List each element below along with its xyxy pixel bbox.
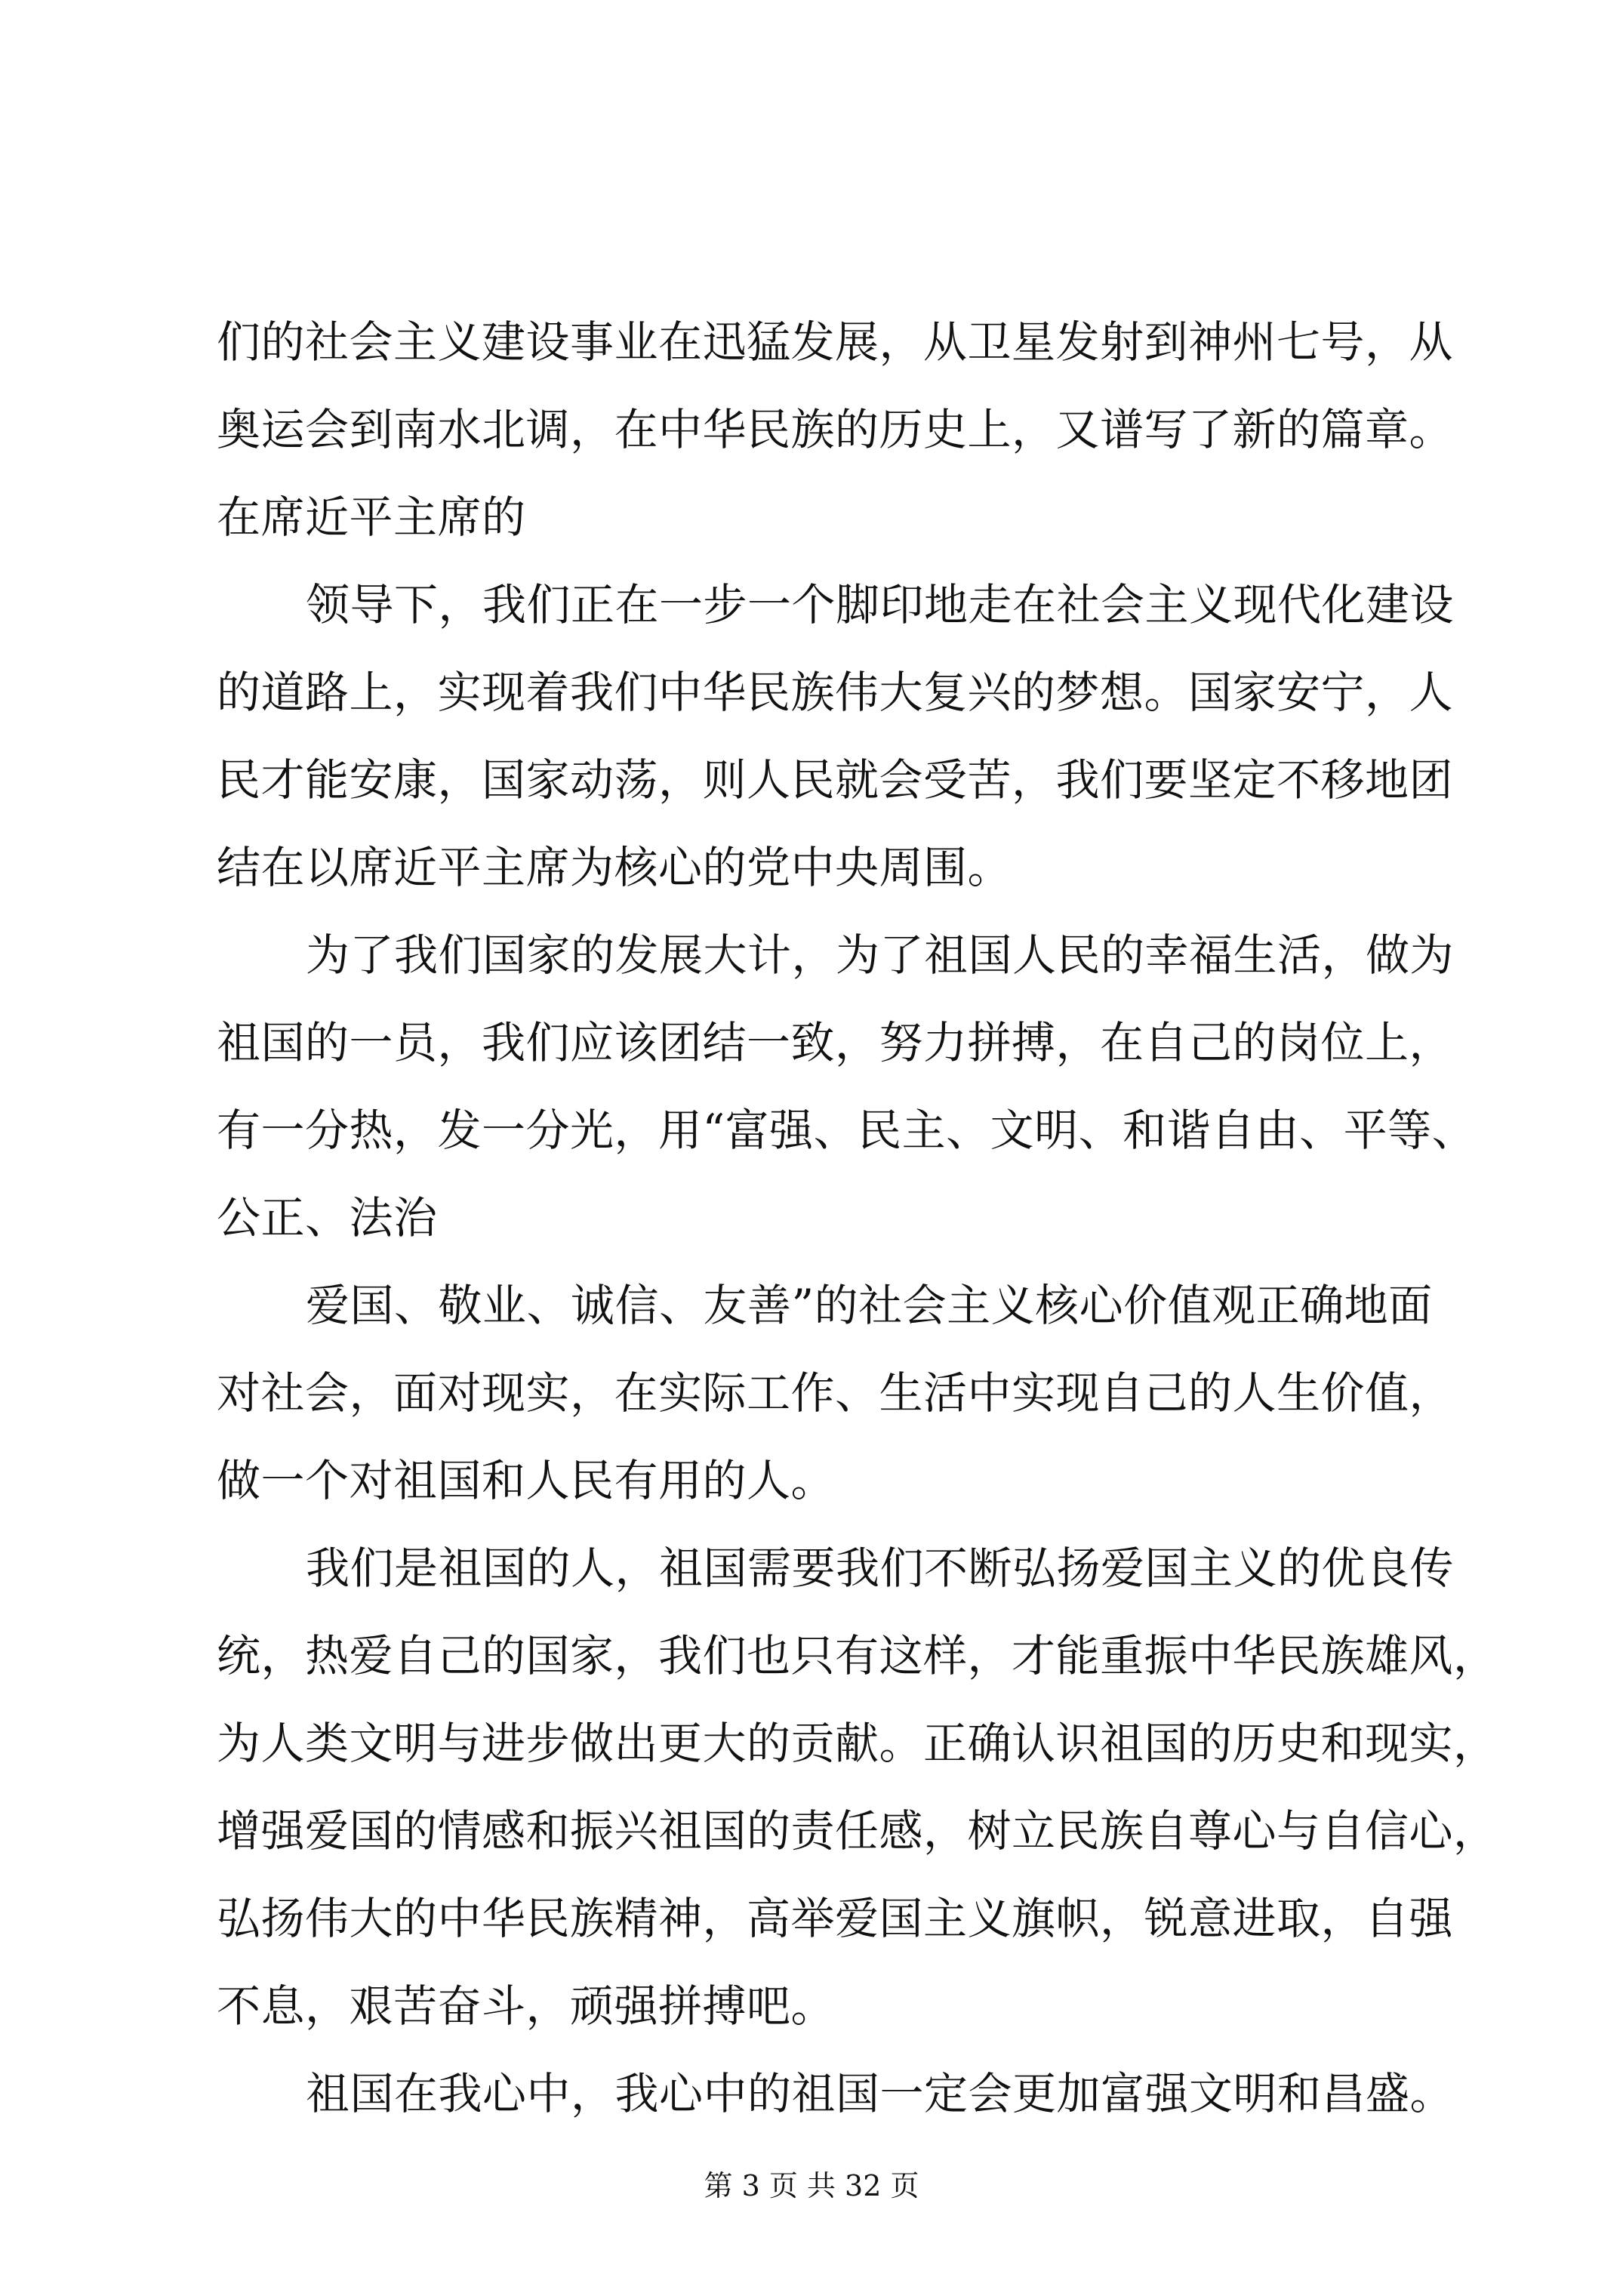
text-line: 奥运会到南水北调，在中华民族的历史上，又谱写了新的篇章。 xyxy=(217,404,1454,455)
text-line: 民才能安康，国家动荡，则人民就会受苦，我们要坚定不移地团 xyxy=(217,754,1454,806)
text-line: 结在以席近平主席为核心的党中央周围。 xyxy=(217,842,1012,893)
text-line: 的道路上，实现着我们中华民族伟大复兴的梦想。国家安宁，人 xyxy=(217,667,1454,718)
text-line: 不息，艰苦奋斗，顽强拼搏吧。 xyxy=(217,1980,836,2032)
text-line: 在席近平主席的 xyxy=(217,492,526,543)
page-number-footer: 第 3 页 共 32 页 xyxy=(704,2169,919,2202)
text-line: 统，热爱自己的国家，我们也只有这样，才能重振中华民族雄风， xyxy=(217,1630,1498,1681)
text-line: 我们是祖国的人，祖国需要我们不断弘扬爱国主义的优良传 xyxy=(306,1542,1455,1594)
text-line: 祖国在我心中，我心中的祖国一定会更加富强文明和昌盛。 xyxy=(306,2068,1455,2119)
text-line: 爱国、敬业、诚信、友善”的社会主义核心价值观正确地面 xyxy=(306,1280,1433,1331)
text-line: 为了我们国家的发展大计，为了祖国人民的幸福生活，做为 xyxy=(306,929,1455,981)
text-line: 增强爱国的情感和振兴祖国的责任感，树立民族自尊心与自信心， xyxy=(217,1805,1498,1857)
text-line: 做一个对祖国和人民有用的人。 xyxy=(217,1455,836,1506)
text-line: 弘扬伟大的中华民族精神，高举爱国主义旗帜，锐意进取，自强 xyxy=(217,1893,1454,1944)
text-line: 祖国的一员，我们应该团结一致，努力拼搏，在自己的岗位上， xyxy=(217,1017,1454,1068)
document-body xyxy=(217,298,1498,2137)
text-line: 领导下，我们正在一步一个脚印地走在社会主义现代化建设 xyxy=(306,579,1455,630)
text-line: 为人类文明与进步做出更大的贡献。正确认识祖国的历史和现实， xyxy=(217,1718,1498,1769)
text-line: 公正、法治 xyxy=(217,1192,438,1244)
text-line: 有一分热，发一分光，用“富强、民主、文明、和谐自由、平等、 xyxy=(217,1105,1477,1156)
text-line: 对社会，面对现实，在实际工作、生活中实现自己的人生价值， xyxy=(217,1367,1454,1419)
text-line: 们的社会主义建设事业在迅猛发展，从卫星发射到神州七号，从 xyxy=(217,316,1454,368)
